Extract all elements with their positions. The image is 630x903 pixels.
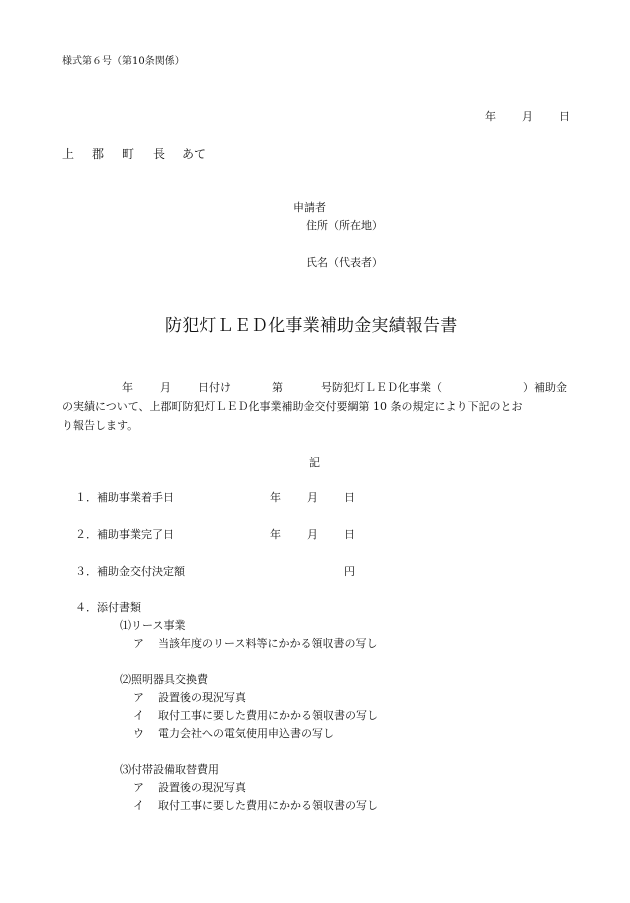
addressee-char-3: 町: [122, 147, 135, 161]
date-year-label: 年: [485, 110, 496, 123]
attachment-2-a-text: 設置後の現況写真: [158, 691, 246, 704]
item-2-number: ２．: [75, 528, 97, 541]
document-title: 防犯灯ＬＥＤ化事業補助金実績報告書: [165, 316, 458, 336]
attachment-3-title: ⑶付帯設備取替費用: [120, 763, 219, 776]
item-1-day: 日: [344, 491, 355, 504]
applicant-name-label: 氏名（代表者）: [306, 256, 383, 269]
attachment-2-i-mark: イ: [133, 709, 144, 722]
attachment-3-a-text: 設置後の現況写真: [158, 781, 246, 794]
body-month-label: 月: [160, 381, 171, 394]
attachment-2-u-mark: ウ: [133, 727, 144, 740]
date-month-label: 月: [522, 110, 533, 123]
attachment-2-i-text: 取付工事に要した費用にかかる領収書の写し: [158, 709, 378, 722]
item-3-unit: 円: [344, 565, 355, 578]
body-line-2: の実績について、上郡町防犯灯ＬＥＤ化事業補助金交付要綱第 10 条の規定により下記のとお: [62, 400, 523, 413]
attachment-2-a-mark: ア: [133, 691, 144, 704]
ki-heading: 記: [309, 456, 320, 469]
item-1-month: 月: [307, 491, 318, 504]
applicant-address-label: 住所（所在地）: [306, 219, 383, 232]
attachment-2-u-text: 電力会社への電気使用申込書の写し: [158, 727, 334, 740]
attachment-1-a-mark: ア: [133, 637, 144, 650]
attachment-3-i-mark: イ: [133, 799, 144, 812]
item-3-number: ３．: [75, 565, 97, 578]
body-year-label: 年: [122, 381, 133, 394]
item-1-year: 年: [270, 491, 281, 504]
item-3-label: 補助金交付決定額: [97, 565, 185, 578]
attachment-3-i-text: 取付工事に要した費用にかかる領収書の写し: [158, 799, 378, 812]
item-2-day: 日: [344, 528, 355, 541]
applicant-label: 申請者: [293, 201, 326, 214]
addressee-char-4: 長: [153, 147, 166, 161]
attachment-1-a-text: 当該年度のリース料等にかかる領収書の写し: [158, 637, 378, 650]
addressee-char-2: 郡: [92, 147, 105, 161]
item-2-label: 補助事業完了日: [97, 528, 174, 541]
form-number: 様式第６号（第10条関係）: [62, 56, 185, 67]
addressee-suffix: あて: [182, 147, 207, 161]
item-1-label: 補助事業着手日: [97, 491, 174, 504]
item-4-number: ４．: [75, 601, 97, 614]
item-2-year: 年: [270, 528, 281, 541]
date-day-label: 日: [559, 110, 570, 123]
body-line-3: り報告します。: [62, 419, 139, 432]
body-subsidy-text: ）補助金: [523, 381, 567, 394]
body-dated-label: 日付け: [198, 381, 231, 394]
body-dai-label: 第: [272, 381, 283, 394]
attachment-2-title: ⑵照明器具交換費: [120, 673, 208, 686]
attachment-1-title: ⑴リース事業: [120, 619, 186, 632]
item-1-number: １．: [75, 491, 97, 504]
body-project-text: 号防犯灯ＬＥＤ化事業（: [321, 381, 442, 394]
addressee-char-1: 上: [62, 147, 75, 161]
item-2-month: 月: [307, 528, 318, 541]
attachment-3-a-mark: ア: [133, 781, 144, 794]
item-4-label: 添付書類: [97, 601, 141, 614]
